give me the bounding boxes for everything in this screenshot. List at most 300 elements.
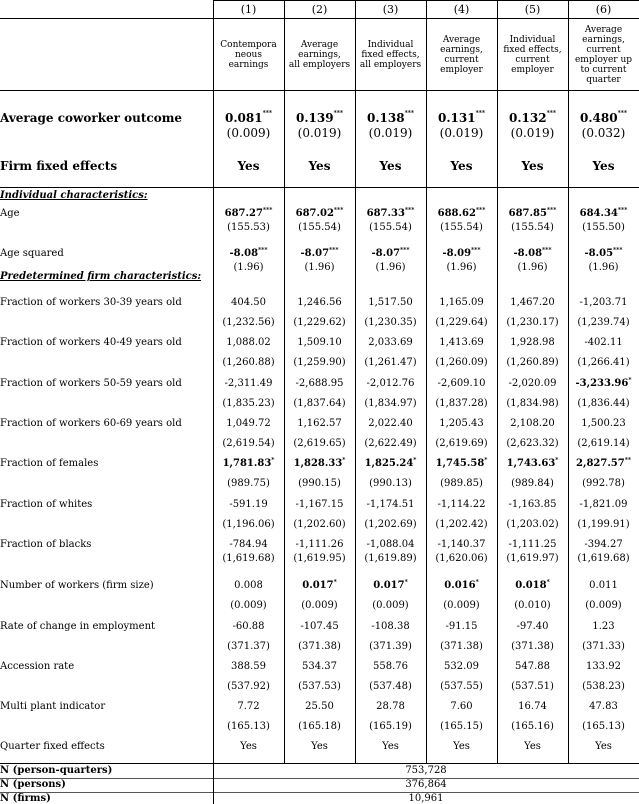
coefficient-value: 1,781.83 — [222, 458, 272, 469]
coefficient-value: 1,246.56 — [297, 297, 342, 308]
coefficient-cell — [568, 297, 639, 308]
row-label: Accession rate — [0, 661, 75, 672]
coefficient-cell — [284, 159, 355, 173]
quarter-fe-cell: Yes — [382, 741, 399, 752]
coefficient-cell — [497, 159, 568, 173]
standard-error-cell: (0.009) — [372, 600, 409, 611]
coefficient-cell — [284, 111, 355, 125]
coefficient-value: 547.88 — [515, 661, 550, 672]
coefficient-value: 404.50 — [231, 297, 266, 308]
standard-error-cell: (371.39) — [369, 641, 412, 652]
standard-error-cell: (1,266.41) — [577, 357, 630, 368]
standard-error-cell: (1.96) — [588, 262, 619, 273]
row-label: Fraction of whites — [0, 499, 93, 510]
row-label: Fraction of workers 50-59 years old — [0, 378, 182, 389]
coefficient-value: -8.08 — [513, 248, 543, 259]
standard-error-cell: (1,619.97) — [506, 553, 559, 564]
standard-error-cell: (165.18) — [298, 721, 341, 732]
standard-error-cell: (1,834.97) — [364, 398, 417, 409]
coefficient-value: Yes — [592, 159, 615, 173]
significance-stars: * — [271, 457, 275, 464]
coefficient-cell — [355, 701, 426, 712]
coefficient-value: 0.131 — [438, 111, 476, 125]
standard-error-cell: (155.53) — [227, 222, 270, 233]
coefficient-cell — [284, 458, 355, 469]
significance-stars: *** — [546, 207, 557, 214]
coefficient-value: 0.017 — [373, 580, 405, 591]
coefficient-value: -8.07 — [371, 248, 401, 259]
coefficient-value: 0.017 — [302, 580, 334, 591]
coefficient-value: -108.38 — [371, 621, 410, 632]
coefficient-cell — [355, 297, 426, 308]
coefficient-value: 2,108.20 — [510, 418, 555, 429]
significance-stars: *** — [400, 247, 410, 254]
coefficient-value: 16.74 — [518, 701, 547, 712]
coefficient-value: -8.07 — [300, 248, 330, 259]
coefficient-value: -1,088.04 — [366, 539, 415, 550]
standard-error-cell: (989.85) — [440, 478, 483, 489]
coefficient-cell — [213, 248, 284, 259]
coefficient-cell — [355, 159, 426, 173]
coefficient-cell — [497, 248, 568, 259]
standard-error-cell: (992.78) — [582, 478, 625, 489]
standard-error-cell: (1,229.62) — [293, 317, 346, 328]
coefficient-value: 1,743.63 — [506, 458, 556, 469]
coefficient-cell — [426, 248, 497, 259]
table-rule — [0, 187, 639, 188]
coefficient-value: 1,500.23 — [581, 418, 626, 429]
row-label: N (persons) — [0, 779, 66, 790]
row-label: Fraction of blacks — [0, 539, 92, 550]
row-label: Predetermined firm characteristics: — [0, 271, 202, 282]
coefficient-value: 1,825.24 — [364, 458, 414, 469]
coefficient-value: 0.081 — [225, 111, 263, 125]
column-title: Individual fixed effects, all employers — [359, 40, 422, 70]
standard-error-cell: (1.96) — [304, 262, 335, 273]
standard-error-cell: (2,619.69) — [435, 438, 488, 449]
coefficient-cell — [568, 621, 639, 632]
standard-error-cell: (165.16) — [511, 721, 554, 732]
coefficient-cell — [497, 297, 568, 308]
coefficient-cell — [355, 378, 426, 389]
standard-error-cell: (1,620.06) — [435, 553, 488, 564]
significance-stars: *** — [262, 110, 272, 117]
standard-error-cell: (1,835.23) — [222, 398, 275, 409]
coefficient-value: -2,012.76 — [366, 378, 415, 389]
significance-stars: * — [628, 377, 632, 384]
standard-error-cell: (165.13) — [582, 721, 625, 732]
standard-error-cell: (165.13) — [227, 721, 270, 732]
coefficient-cell — [284, 248, 355, 259]
standard-error-cell: (371.38) — [440, 641, 483, 652]
row-label: N (firms) — [0, 793, 51, 804]
coefficient-value: 1,517.50 — [368, 297, 413, 308]
standard-error-cell: (1,259.90) — [293, 357, 346, 368]
coefficient-value: 1,928.98 — [510, 337, 555, 348]
coefficient-value: -1,114.22 — [437, 499, 486, 510]
coefficient-cell — [213, 337, 284, 348]
standard-error-cell: (537.92) — [227, 681, 270, 692]
coefficient-cell — [213, 159, 284, 173]
standard-error-cell: (1,619.68) — [577, 553, 630, 564]
coefficient-value: 688.62 — [437, 208, 476, 219]
coefficient-cell — [568, 458, 639, 469]
row-label: Age squared — [0, 248, 64, 259]
coefficient-value: -1,167.15 — [295, 499, 344, 510]
significance-stars: *** — [542, 247, 552, 254]
coefficient-value: 133.92 — [586, 661, 621, 672]
row-label: Firm fixed effects — [0, 159, 118, 173]
column-number: (4) — [453, 3, 470, 16]
column-number: (5) — [524, 3, 541, 16]
significance-stars: *** — [613, 247, 623, 254]
coefficient-value: 1,165.09 — [439, 297, 484, 308]
coefficient-cell — [426, 337, 497, 348]
standard-error-cell: (1,199.91) — [577, 519, 630, 530]
significance-stars: *** — [404, 110, 414, 117]
column-number: (3) — [382, 3, 399, 16]
coefficient-cell — [213, 378, 284, 389]
coefficient-cell — [568, 701, 639, 712]
standard-error-cell: (1,202.42) — [435, 519, 488, 530]
standard-error-cell: (371.38) — [298, 641, 341, 652]
quarter-fe-cell: Yes — [240, 741, 257, 752]
standard-error-cell: (165.15) — [440, 721, 483, 732]
coefficient-cell — [284, 337, 355, 348]
standard-error-cell: (2,619.65) — [293, 438, 346, 449]
coefficient-value: 2,022.40 — [368, 418, 413, 429]
column-number: (6) — [595, 3, 612, 16]
standard-error-cell: (1,837.28) — [435, 398, 488, 409]
coefficient-cell — [355, 539, 426, 550]
standard-error-cell: (1.96) — [233, 262, 264, 273]
count-value: 376,864 — [405, 779, 447, 790]
coefficient-cell — [497, 701, 568, 712]
standard-error-cell: (2,619.14) — [577, 438, 630, 449]
column-title: Average earnings, current employer up to current quarter — [574, 25, 633, 85]
coefficient-value: -2,020.09 — [508, 378, 557, 389]
coefficient-value: 1,049.72 — [226, 418, 271, 429]
coefficient-cell — [213, 208, 284, 219]
coefficient-cell — [355, 621, 426, 632]
coefficient-cell — [426, 297, 497, 308]
coefficient-value: 0.011 — [589, 580, 618, 591]
coefficient-value: 1,828.33 — [293, 458, 343, 469]
coefficient-value: -402.11 — [584, 337, 623, 348]
standard-error-cell: (2,623.32) — [506, 438, 559, 449]
standard-error-cell: (989.75) — [227, 478, 270, 489]
standard-error-cell: (0.032) — [581, 126, 626, 140]
coefficient-value: Yes — [308, 159, 331, 173]
column-title: Individual fixed effects, current employer — [503, 35, 562, 75]
standard-error-cell: (1,834.98) — [506, 398, 559, 409]
coefficient-cell — [355, 418, 426, 429]
column-number: (1) — [240, 3, 257, 16]
coefficient-value: -591.19 — [229, 499, 268, 510]
row-label: Average coworker outcome — [0, 111, 183, 125]
standard-error-cell: (1.96) — [375, 262, 406, 273]
coefficient-value: -91.15 — [445, 621, 478, 632]
coefficient-cell — [568, 248, 639, 259]
standard-error-cell: (0.019) — [368, 126, 413, 140]
coefficient-cell — [426, 499, 497, 510]
significance-stars: ** — [624, 457, 631, 464]
standard-error-cell: (1,239.74) — [577, 317, 630, 328]
column-number: (2) — [311, 3, 328, 16]
coefficient-cell — [284, 499, 355, 510]
coefficient-value: 684.34 — [579, 208, 618, 219]
coefficient-value: Yes — [521, 159, 544, 173]
significance-stars: * — [342, 457, 346, 464]
coefficient-cell — [213, 701, 284, 712]
standard-error-cell: (537.53) — [298, 681, 341, 692]
coefficient-value: 1,162.57 — [297, 418, 342, 429]
coefficient-cell — [284, 661, 355, 672]
coefficient-value: 0.139 — [296, 111, 334, 125]
coefficient-value: Yes — [237, 159, 260, 173]
standard-error-cell: (0.009) — [230, 600, 267, 611]
coefficient-cell — [426, 580, 497, 591]
standard-error-cell: (1,619.89) — [364, 553, 417, 564]
coefficient-value: -1,821.09 — [579, 499, 628, 510]
coefficient-cell — [213, 580, 284, 591]
significance-stars: * — [555, 457, 559, 464]
coefficient-cell — [213, 499, 284, 510]
row-label: Number of workers (firm size) — [0, 580, 154, 591]
standard-error-cell: (1.96) — [446, 262, 477, 273]
coefficient-cell — [568, 580, 639, 591]
significance-stars: *** — [471, 247, 481, 254]
significance-stars: *** — [333, 207, 344, 214]
standard-error-cell: (1,837.64) — [293, 398, 346, 409]
coefficient-cell — [213, 539, 284, 550]
standard-error-cell: (1,260.88) — [222, 357, 275, 368]
coefficient-cell — [355, 248, 426, 259]
coefficient-value: 1,745.58 — [435, 458, 485, 469]
coefficient-value: -394.27 — [584, 539, 623, 550]
coefficient-value: 7.72 — [237, 701, 260, 712]
standard-error-cell: (371.38) — [511, 641, 554, 652]
coefficient-cell — [284, 539, 355, 550]
quarter-fe-cell: Yes — [453, 741, 470, 752]
coefficient-cell — [426, 701, 497, 712]
coefficient-cell — [426, 208, 497, 219]
table-rule — [0, 763, 639, 764]
coefficient-cell — [355, 661, 426, 672]
coefficient-cell — [284, 378, 355, 389]
count-value: 753,728 — [405, 765, 447, 776]
coefficient-value: -2,609.10 — [437, 378, 486, 389]
coefficient-cell — [568, 159, 639, 173]
coefficient-cell — [497, 458, 568, 469]
coefficient-cell — [284, 297, 355, 308]
standard-error-cell: (1,202.60) — [293, 519, 346, 530]
row-label: Fraction of workers 30-39 years old — [0, 297, 182, 308]
standard-error-cell: (1,229.64) — [435, 317, 488, 328]
coefficient-value: 2,033.69 — [368, 337, 413, 348]
coefficient-cell — [284, 621, 355, 632]
significance-stars: *** — [617, 110, 627, 117]
standard-error-cell: (1,619.95) — [293, 553, 346, 564]
standard-error-cell: (537.55) — [440, 681, 483, 692]
coefficient-value: -8.09 — [442, 248, 472, 259]
coefficient-value: 28.78 — [376, 701, 405, 712]
significance-stars: *** — [258, 247, 268, 254]
row-label: Quarter fixed effects — [0, 741, 105, 752]
row-label: N (person-quarters) — [0, 765, 113, 776]
coefficient-value: 687.85 — [508, 208, 547, 219]
coefficient-cell — [497, 111, 568, 125]
standard-error-cell: (1,260.09) — [435, 357, 488, 368]
coefficient-value: 1,205.43 — [439, 418, 484, 429]
coefficient-cell — [426, 458, 497, 469]
row-label: Individual characteristics: — [0, 190, 148, 201]
standard-error-cell: (0.009) — [226, 126, 271, 140]
coefficient-cell — [284, 701, 355, 712]
coefficient-value: -784.94 — [229, 539, 268, 550]
standard-error-cell: (2,622.49) — [364, 438, 417, 449]
coefficient-cell — [497, 208, 568, 219]
standard-error-cell: (155.50) — [582, 222, 625, 233]
standard-error-cell: (990.13) — [369, 478, 412, 489]
coefficient-cell — [426, 111, 497, 125]
coefficient-value: 558.76 — [373, 661, 408, 672]
row-label: Fraction of females — [0, 458, 99, 469]
coefficient-value: 687.27 — [224, 208, 263, 219]
coefficient-cell — [497, 499, 568, 510]
standard-error-cell: (371.37) — [227, 641, 270, 652]
standard-error-cell: (1.96) — [517, 262, 548, 273]
row-label: Fraction of workers 60-69 years old — [0, 418, 182, 429]
standard-error-cell: (1,203.02) — [506, 519, 559, 530]
coefficient-cell — [284, 418, 355, 429]
coefficient-cell — [213, 621, 284, 632]
standard-error-cell: (1,230.17) — [506, 317, 559, 328]
coefficient-cell — [497, 539, 568, 550]
coefficient-value: 1,467.20 — [510, 297, 555, 308]
standard-error-cell: (155.54) — [369, 222, 412, 233]
coefficient-cell — [568, 499, 639, 510]
significance-stars: * — [484, 457, 488, 464]
coefficient-cell — [568, 661, 639, 672]
significance-stars: *** — [329, 247, 339, 254]
table-rule — [0, 90, 639, 91]
coefficient-value: 0.016 — [444, 580, 476, 591]
coefficient-value: -1,203.71 — [579, 297, 628, 308]
quarter-fe-cell: Yes — [524, 741, 541, 752]
coefficient-cell — [568, 378, 639, 389]
row-label: Fraction of workers 40-49 years old — [0, 337, 182, 348]
coefficient-cell — [426, 661, 497, 672]
coefficient-cell — [426, 621, 497, 632]
coefficient-cell — [497, 621, 568, 632]
standard-error-cell: (0.009) — [585, 600, 622, 611]
count-value: 10,961 — [408, 793, 444, 804]
coefficient-value: 1,088.02 — [226, 337, 271, 348]
coefficient-value: 388.59 — [231, 661, 266, 672]
coefficient-cell — [497, 580, 568, 591]
coefficient-value: -2,311.49 — [224, 378, 273, 389]
coefficient-value: 7.60 — [450, 701, 473, 712]
coefficient-cell — [355, 337, 426, 348]
standard-error-cell: (155.54) — [440, 222, 483, 233]
coefficient-cell — [568, 337, 639, 348]
standard-error-cell: (1,196.06) — [222, 519, 275, 530]
standard-error-cell: (1,232.56) — [222, 317, 275, 328]
coefficient-cell — [213, 661, 284, 672]
standard-error-cell: (1,260.89) — [506, 357, 559, 368]
coefficient-cell — [426, 378, 497, 389]
coefficient-cell — [355, 208, 426, 219]
coefficient-value: -60.88 — [232, 621, 265, 632]
coefficient-value: Yes — [450, 159, 473, 173]
coefficient-value: 687.33 — [366, 208, 405, 219]
standard-error-cell: (537.51) — [511, 681, 554, 692]
coefficient-cell — [213, 111, 284, 125]
significance-stars: *** — [617, 207, 628, 214]
coefficient-value: -107.45 — [300, 621, 339, 632]
coefficient-value: 0.132 — [509, 111, 547, 125]
coefficient-value: 532.09 — [444, 661, 479, 672]
standard-error-cell: (0.019) — [297, 126, 342, 140]
row-label: Multi plant indicator — [0, 701, 106, 712]
coefficient-cell — [568, 418, 639, 429]
coefficient-cell — [568, 208, 639, 219]
coefficient-cell — [497, 378, 568, 389]
standard-error-cell: (1,202.69) — [364, 519, 417, 530]
coefficient-cell — [426, 159, 497, 173]
coefficient-value: 25.50 — [305, 701, 334, 712]
coefficient-value: 0.018 — [515, 580, 547, 591]
standard-error-cell: (371.33) — [582, 641, 625, 652]
coefficient-cell — [284, 208, 355, 219]
coefficient-value: 0.480 — [580, 111, 618, 125]
coefficient-value: -1,111.25 — [508, 539, 557, 550]
coefficient-value: 687.02 — [295, 208, 334, 219]
coefficient-value: -1,163.85 — [508, 499, 557, 510]
coefficient-value: 0.138 — [367, 111, 405, 125]
coefficient-value: -2,688.95 — [295, 378, 344, 389]
standard-error-cell: (0.010) — [514, 600, 551, 611]
standard-error-cell: (2,619.54) — [222, 438, 275, 449]
standard-error-cell: (1,261.47) — [364, 357, 417, 368]
quarter-fe-cell: Yes — [595, 741, 612, 752]
significance-stars: * — [546, 579, 550, 586]
coefficient-value: -1,111.26 — [295, 539, 344, 550]
coefficient-value: -8.05 — [584, 248, 614, 259]
coefficient-cell — [213, 297, 284, 308]
row-label: Age — [0, 208, 20, 219]
coefficient-cell — [497, 418, 568, 429]
column-title: Average earnings, current employer — [440, 35, 483, 75]
coefficient-cell — [497, 337, 568, 348]
standard-error-cell: (0.019) — [439, 126, 484, 140]
coefficient-cell — [284, 580, 355, 591]
standard-error-cell: (1,619.68) — [222, 553, 275, 564]
coefficient-value: -97.40 — [516, 621, 549, 632]
row-label: Rate of change in employment — [0, 621, 156, 632]
significance-stars: * — [333, 579, 337, 586]
quarter-fe-cell: Yes — [311, 741, 328, 752]
coefficient-cell — [568, 539, 639, 550]
coefficient-cell — [355, 499, 426, 510]
standard-error-cell: (0.009) — [443, 600, 480, 611]
standard-error-cell: (155.54) — [298, 222, 341, 233]
coefficient-cell — [355, 458, 426, 469]
standard-error-cell: (0.009) — [301, 600, 338, 611]
coefficient-cell — [355, 111, 426, 125]
coefficient-value: 1.23 — [592, 621, 615, 632]
